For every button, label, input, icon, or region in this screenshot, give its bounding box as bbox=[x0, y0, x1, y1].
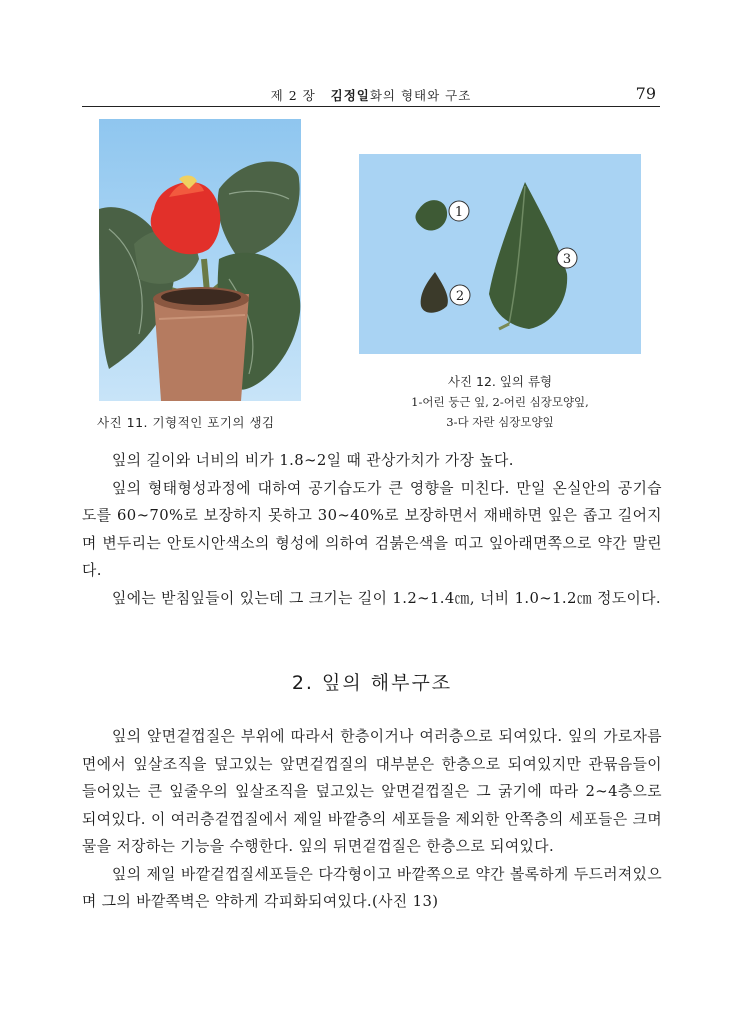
photo-11-begonia-plant bbox=[99, 119, 301, 401]
photo-11-caption: 사진 11. 기형적인 포기의 생김 bbox=[97, 415, 275, 430]
photo-12-caption bbox=[358, 372, 642, 432]
leaf-types-illustration bbox=[359, 154, 641, 354]
body-text-lower bbox=[82, 723, 662, 916]
header-title bbox=[82, 86, 660, 104]
leaf-label-3: 3 bbox=[562, 252, 572, 267]
running-header bbox=[82, 84, 660, 107]
paragraph-2: 잎의 형태형성과정에 대하여 공기습도가 큰 영향을 미친다. 만일 온실안의 공기습도를 60∼70%로 보장하지 못하고 30∼40%로 보장하면서 재배하면 잎은 좁고 길어지며 변두리는 안토시안색소의 형성에 의하여 검붉은색을 띠고 잎아래면쪽으로 약간 말린다. bbox=[82, 479, 662, 579]
section-heading: 2. 잎의 해부구조 bbox=[291, 672, 453, 694]
header-chapter: 제 2 장 bbox=[270, 88, 316, 103]
paragraph-5: 잎의 제일 바깥겉껍질세포들은 다각형이고 바깥쪽으로 약간 볼록하게 두드러져있으며 그의 바깥쪽벽은 약하게 각피화되여있다.(사진 13) bbox=[82, 865, 663, 910]
photo-12-caption-title: 사진 12. 잎의 류형 bbox=[447, 374, 553, 389]
photo-12-caption-line1: 1-어린 둥근 잎, 2-어린 심장모양잎, bbox=[411, 395, 589, 409]
paragraph-1: 잎의 길이와 너비의 비가 1.8∼2일 때 관상가치가 가장 높다. bbox=[112, 452, 514, 469]
header-title-rest: 화의 형태와 구조 bbox=[369, 88, 472, 103]
header-name: 김정일 bbox=[330, 88, 370, 103]
paragraph-4: 잎의 앞면겉껍질은 부위에 따라서 한층이거나 여러층으로 되여있다. 잎의 가로자름면에서 잎살조직을 덮고있는 앞면겉껍질의 대부분은 한층으로 되여있지만 관뮦음들이 들어있는 큰 잎줄우의 잎살조직을 덮고있는 앞면겉껍질은 그 굵기에 따라 2∼4층으로 되여있다. 이 여러층겉껍질에서 제일 바깥층의 세포들을 제외한 안쪽층의 세포들은 크며 물을 저장하는 기능을 수행한다. 잎의 뒤면겉껍질은 한층으로 되여있다. bbox=[82, 728, 663, 855]
paragraph-3: 잎에는 받침잎들이 있는데 그 크기는 길이 1.2∼1.4㎝, 너비 1.0∼1.2㎝ 정도이다. bbox=[112, 589, 662, 607]
begonia-plant-illustration bbox=[99, 119, 301, 401]
photo-12-leaf-types bbox=[359, 154, 641, 354]
page-number: 79 bbox=[635, 84, 656, 103]
photo-12-caption-line2: 3-다 자란 심장모양잎 bbox=[446, 415, 554, 429]
leaf-label-2: 2 bbox=[455, 289, 465, 304]
leaf-label-1: 1 bbox=[454, 205, 464, 220]
body-text-upper bbox=[82, 447, 662, 612]
